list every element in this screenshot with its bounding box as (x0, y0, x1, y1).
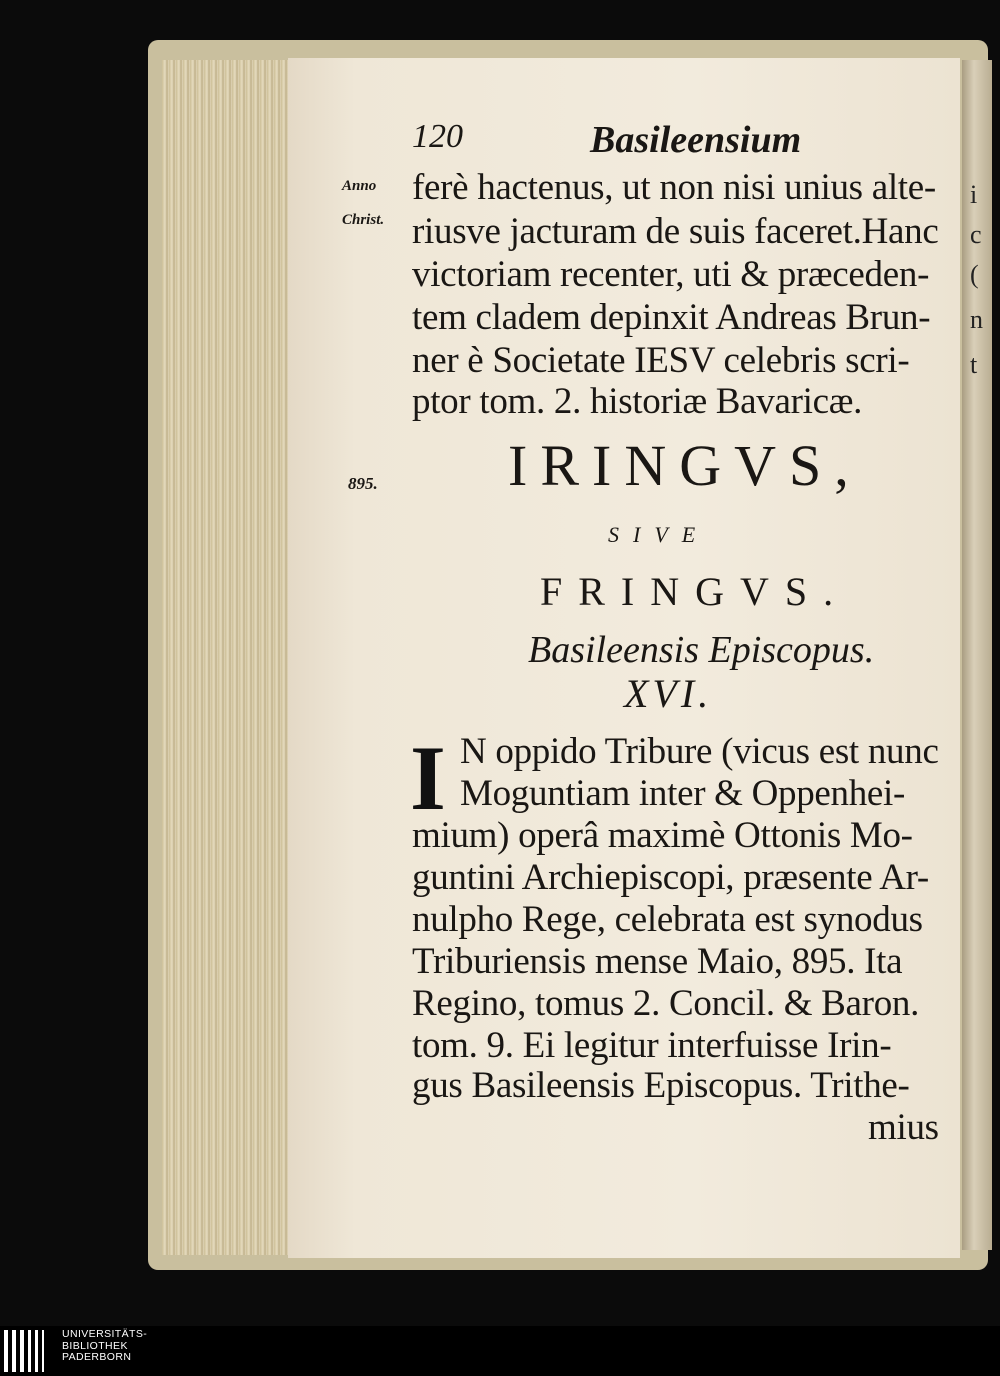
text-line: riusve jacturam de suis faceret.Hanc (412, 211, 939, 252)
library-name-line: BIBLIOTHEK (62, 1339, 128, 1352)
text-line: Triburiensis mense Maio, 895. Ita (412, 941, 903, 982)
text-line: Regino, tomus 2. Concil. & Baron. (412, 983, 920, 1024)
page-edges (162, 60, 290, 1255)
library-name (62, 1329, 147, 1364)
library-name-line: UNIVERSITÄTS- (62, 1328, 148, 1340)
text-line: Moguntiam inter & Oppenhei- (460, 773, 906, 814)
chapter-alt-title: FRINGVS. (540, 569, 850, 614)
text-line: ferè hactenus, ut non nisi unius alte- (412, 167, 936, 208)
facing-page-char: ( (970, 260, 979, 289)
text-line: tom. 9. Ei legitur interfuisse Irin- (412, 1025, 892, 1066)
page-number: 120 (412, 118, 463, 155)
text-line: nulpho Rege, celebrata est synodus (412, 899, 923, 940)
chapter-subtitle: Basileensis Episcopus. (528, 629, 875, 671)
chapter-title: IRINGVS, (508, 433, 862, 498)
margin-note: Christ. (342, 212, 385, 228)
catchword: mius (868, 1107, 939, 1148)
library-logo-icon (4, 1330, 52, 1372)
title-conjunction: SIVE (608, 522, 710, 547)
running-head: Basileensium (590, 119, 802, 161)
facing-page-char: t (970, 350, 978, 379)
text-line: mium) operâ maximè Ottonis Mo- (412, 815, 913, 856)
text-line: tem cladem depinxit Andreas Brun- (412, 297, 931, 338)
drop-cap: I (410, 727, 446, 829)
text-line: guntini Archiepiscopi, præsente Ar- (412, 857, 929, 898)
text-line: N oppido Tribure (vicus est nunc (460, 731, 939, 772)
chapter-number: XVI. (624, 671, 713, 716)
facing-page-edge (962, 60, 992, 1250)
footer-bar (0, 1326, 1000, 1376)
text-line: victoriam recenter, uti & præceden- (412, 254, 930, 295)
text-line: ptor tom. 2. historiæ Bavaricæ. (412, 381, 863, 422)
facing-page-char: i (970, 180, 978, 209)
facing-page-char: c (970, 220, 982, 249)
facing-page-char: n (970, 305, 983, 334)
text-line: gus Basileensis Episcopus. Trithe- (412, 1065, 910, 1106)
library-name-line: PADERBORN (62, 1351, 132, 1363)
text-line: ner è Societate IESV celebris scri- (412, 340, 910, 381)
margin-note: Anno (342, 178, 377, 194)
margin-year: 895. (348, 474, 378, 493)
